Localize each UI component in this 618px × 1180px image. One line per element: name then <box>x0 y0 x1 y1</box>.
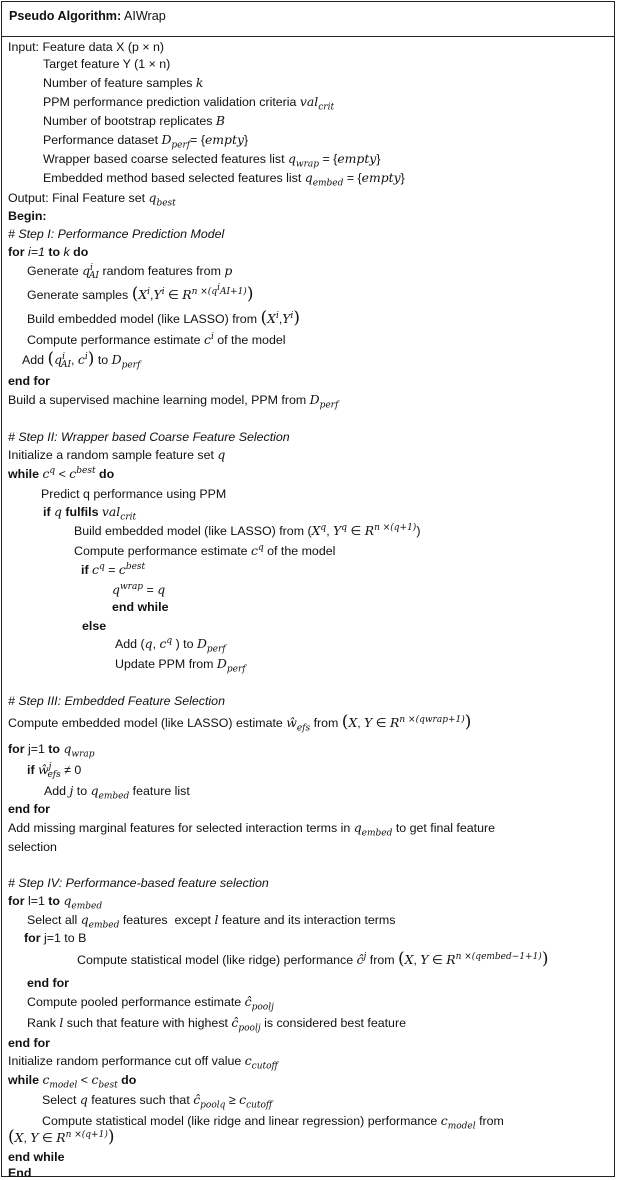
algorithm-line: for l=1 to $q_{embed}$ <box>8 893 103 912</box>
algorithm-line: Compute statistical model (like ridge and linear regression) performance $c_{model}$ from <box>42 1113 504 1132</box>
algorithm-line: Performance dataset $D_{perf}=$ {empty} <box>43 132 249 151</box>
algorithm-line: Update PPM from $D_{perf}$ <box>115 656 246 675</box>
algorithm-line: Rank l such that feature with highest $ĉ_{poolj}$ is considered best feature <box>27 1015 406 1034</box>
algorithm-line: end for <box>8 802 50 816</box>
algorithm-line: Input: Feature data X (p × n) <box>8 40 165 54</box>
algorithm-line: Add j to $q_{embed}$ feature list <box>44 783 190 802</box>
algorithm-line: Compute performance estimate $c^q$ of the model <box>74 542 336 558</box>
algorithm-line: Wrapper based coarse selected features list $q_{wrap}$ = {empty} <box>43 151 381 170</box>
algorithm-line: Target feature Y (1 × n) <box>43 57 171 71</box>
algorithm-line: Initialize a random sample feature set q <box>8 447 226 462</box>
algorithm-line: Compute pooled performance estimate $ĉ_{poolj}$ <box>27 994 274 1013</box>
algorithm-header <box>2 2 614 37</box>
algorithm-line: Select q features such that $ĉ_{poolq} \ge c_{cutoff}$ <box>42 1092 273 1111</box>
algorithm-line: for j=1 to B <box>24 931 87 945</box>
algorithm-line: Generate $q^i_{AI}$ random features from p <box>27 262 233 282</box>
algorithm-line: end for <box>27 976 69 990</box>
algorithm-line: # Step II: Wrapper based Coarse Feature Selection <box>8 430 290 444</box>
algorithm-line: Build a supervised machine learning model, PPM from $D_{perf}$ <box>8 392 339 411</box>
algorithm-line: # Step IV: Performance-based feature selection <box>8 876 269 890</box>
algorithm-line: $q^{wrap} = q$ <box>112 581 166 597</box>
algorithm-line: for i=1 to k do <box>8 245 89 259</box>
algorithm-line: end while <box>8 1150 65 1164</box>
algorithm-name: AIWrap <box>124 9 166 23</box>
algorithm-line: end for <box>8 374 50 388</box>
algorithm-line: (X, Y ∈ $R^{n \times(q+1)}$) <box>8 1127 115 1147</box>
algorithm-line: Build embedded model (like LASSO) from $(X^i,Y^i)$ <box>27 308 300 328</box>
algorithm-line: Initialize random performance cut off value $c_{cutoff}$ <box>8 1053 278 1072</box>
algorithm-line: end for <box>8 1036 50 1050</box>
algorithm-line: if $c^q = c^{best}$ <box>81 561 146 577</box>
algorithm-line: Number of feature samples k <box>43 75 204 90</box>
algorithm-line: Begin: <box>8 209 47 223</box>
algorithm-line: Number of bootstrap replicates B <box>43 113 225 128</box>
algorithm-line: # Step I: Performance Prediction Model <box>8 227 225 241</box>
algorithm-line: Compute embedded model (like LASSO) estimate $ŵ_{efs}$ from (X, Y ∈ $R^{n \times(qwrap+1)}$) <box>8 712 472 734</box>
algorithm-line: Select all $q_{embed}$ features except l feature and its interaction terms <box>27 912 396 931</box>
algorithm-line: else <box>82 619 107 633</box>
algorithm-line: Build embedded model (like LASSO) from ($X^q$, $Y^q$ ∈ $R^{n \times(q+1)}$) <box>74 522 421 538</box>
algorithm-line: Add missing marginal features for selected interaction terms in $q_{embed}$ to get final feature <box>8 820 496 839</box>
algorithm-line: end while <box>112 600 169 614</box>
algorithm-line: selection <box>8 840 57 854</box>
algorithm-line: End <box>8 1166 32 1180</box>
algorithm-line: if $ŵ^j_{efs} \ne 0$ <box>27 761 82 781</box>
algorithm-line: Compute statistical model (like ridge) performance $ĉ^j$ from (X, Y ∈ $R^{n \times(qembed-1+1)}$) <box>77 949 549 969</box>
algorithm-line: Add ($q^i_{AI}$, $c^i$) to $D_{perf}$ <box>22 349 141 371</box>
algorithm-line: Generate samples ($X^i,Y^i$ ∈ $R^{n \times(q^iAI+1)}$) <box>27 283 254 305</box>
algorithm-line: while $c^q < c^{best}$ do <box>8 465 115 481</box>
algorithm-line: Embedded method based selected features list $q_{embed}$ = {empty} <box>43 170 405 189</box>
algorithm-line: Predict q performance using PPM <box>41 487 227 501</box>
algorithm-box <box>1 1 615 1180</box>
algorithm-line: while $c_{model} < c_{best}$ do <box>8 1072 137 1091</box>
algorithm-line: for j=1 to $q_{wrap}$ <box>8 741 95 760</box>
algorithm-line: PPM performance prediction validation criteria val$_{crit}$ <box>43 94 335 113</box>
algorithm-line: Compute performance estimate $c^i$ of the model <box>27 331 286 347</box>
algorithm-line: if q fulfils val$_{crit}$ <box>43 504 137 523</box>
title-label: Pseudo Algorithm: <box>9 9 122 23</box>
algorithm-line: Add (q, $c^q$ ) to $D_{perf}$ <box>115 635 226 655</box>
algorithm-line: # Step III: Embedded Feature Selection <box>8 694 225 708</box>
algorithm-line: Output: Final Feature set $q_{best}$ <box>8 190 176 209</box>
